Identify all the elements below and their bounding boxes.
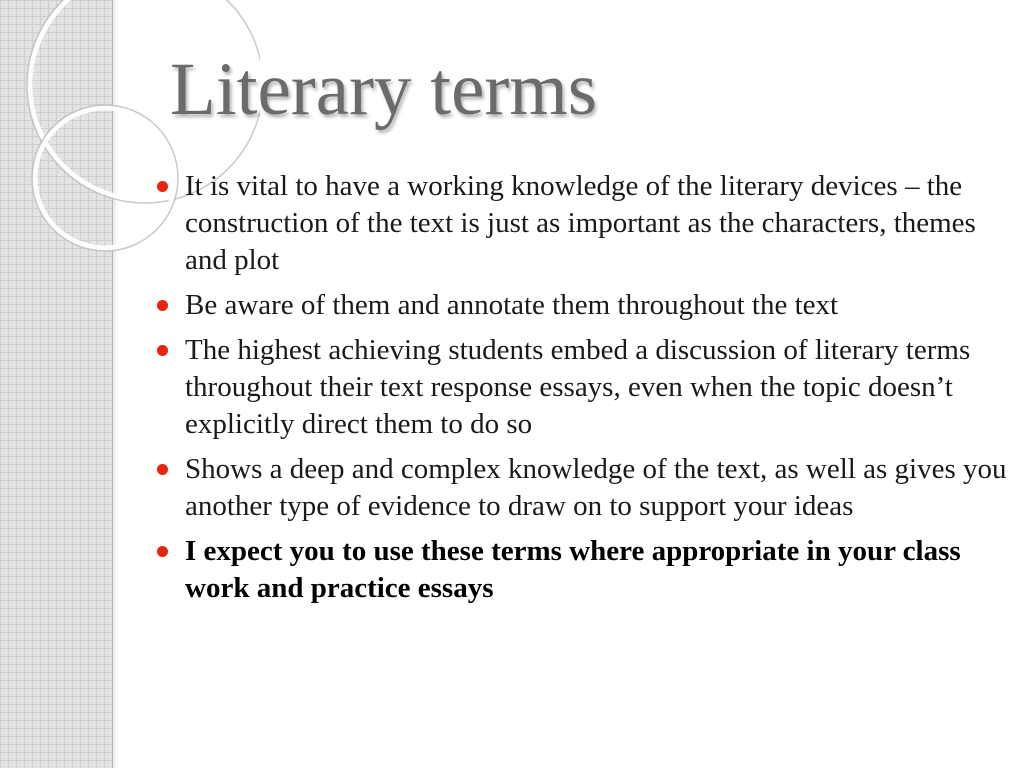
bullet-item-emphasis bbox=[156, 533, 1012, 607]
slide-title: Literary terms bbox=[170, 48, 597, 131]
bullet-item bbox=[156, 332, 1012, 443]
bullet-dot-icon bbox=[157, 181, 168, 192]
bullet-dot-icon bbox=[157, 546, 168, 557]
bullet-text: Shows a deep and complex knowledge of the text, as well as gives you another type of evidence to draw on to support your ideas bbox=[185, 453, 1007, 522]
bullet-text: It is vital to have a working knowledge of the literary devices – the construction of the text is just as important as the characters, themes and plot bbox=[185, 170, 976, 276]
bullet-item bbox=[156, 451, 1012, 525]
bullet-text: I expect you to use these terms where appropriate in your class work and practice essays bbox=[185, 535, 961, 604]
bullet-dot-icon bbox=[157, 300, 168, 311]
bullet-list bbox=[156, 168, 1012, 615]
bullet-text: Be aware of them and annotate them throughout the text bbox=[185, 289, 839, 321]
bullet-item bbox=[156, 287, 1012, 324]
bullet-text: The highest achieving students embed a discussion of literary terms throughout their text response essays, even when the topic doesn’t explicitly direct them to do so bbox=[185, 334, 971, 440]
bullet-dot-icon bbox=[157, 464, 168, 475]
bullet-dot-icon bbox=[157, 345, 168, 356]
bullet-item bbox=[156, 168, 1012, 279]
